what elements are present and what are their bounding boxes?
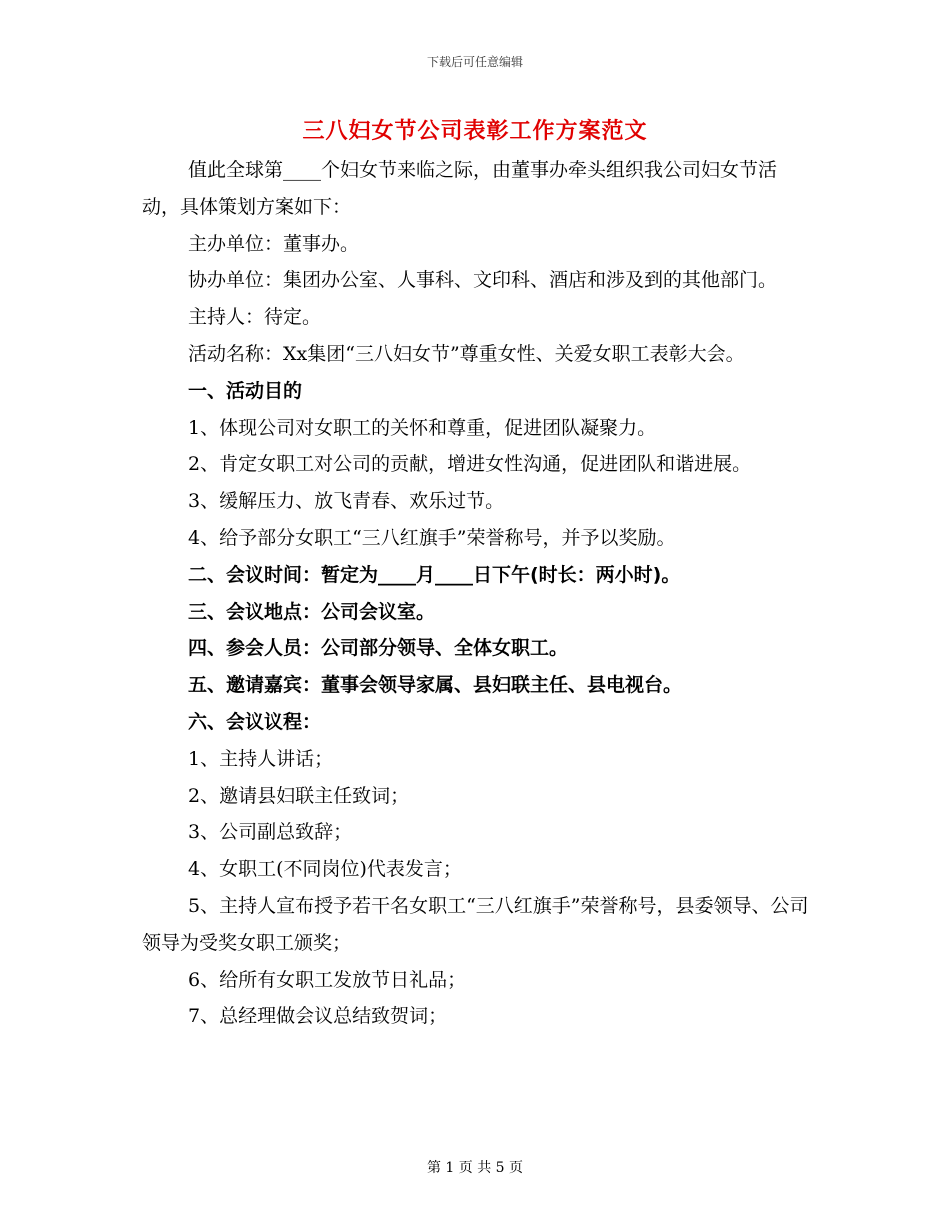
purpose-item-4: 4、给予部分女职工“三八红旗手”荣誉称号，并予以奖励。 <box>188 526 676 549</box>
section-heading-purpose: 一、活动目的 <box>188 379 303 402</box>
agenda-item-2: 2、邀请县妇联主任致词； <box>188 784 410 807</box>
purpose-item-2: 2、肯定女职工对公司的贡献，增进女性沟通，促进团队和谐进展。 <box>188 453 752 476</box>
host-line: 主持人：待定。 <box>188 306 322 329</box>
header-note: 下载后可任意编辑 <box>426 55 523 69</box>
intro-paragraph: 值此全球第____个妇女节来临之际，由董事办牵头组织我公司妇女节活动，具体策划方案如下： <box>142 159 778 218</box>
section-attendees: 四、参会人员：公司部分领导、全体女职工。 <box>188 637 569 660</box>
agenda-item-5: 5、主持人宣布授予若干名女职工“三八红旗手”荣誉称号，县委领导、公司领导为受奖女职工颁奖； <box>142 894 809 954</box>
agenda-item-1: 1、主持人讲话； <box>188 747 334 770</box>
section-meeting-location: 三、会议地点：公司会议室。 <box>188 600 436 623</box>
event-name-line: 活动名称：Xx集团“三八妇女节”尊重女性、关爱女职工表彰大会。 <box>188 342 745 365</box>
agenda-item-7: 7、总经理做会议总结致贺词； <box>188 1005 448 1028</box>
section-agenda: 六、会议议程： <box>188 710 322 733</box>
section-guests: 五、邀请嘉宾：董事会领导家属、县妇联主任、县电视台。 <box>188 674 683 697</box>
agenda-item-6: 6、给所有女职工发放节日礼品； <box>188 968 467 991</box>
organizer-line: 主办单位：董事办。 <box>188 232 360 255</box>
agenda-item-4: 4、女职工(不同岗位)代表发言； <box>188 858 462 881</box>
section-meeting-time: 二、会议时间：暂定为____月____日下午(时长：两小时)。 <box>188 563 681 586</box>
agenda-item-3: 3、公司副总致辞； <box>188 821 353 844</box>
co-organizer-line: 协办单位：集团办公室、人事科、文印科、酒店和涉及到的其他部门。 <box>188 269 778 292</box>
purpose-item-1: 1、体现公司对女职工的关怀和尊重，促进团队凝聚力。 <box>188 416 657 439</box>
document-title: 三八妇女节公司表彰工作方案范文 <box>302 118 648 144</box>
purpose-item-3: 3、缓解压力、放飞青春、欢乐过节。 <box>188 490 505 513</box>
document-body <box>142 152 812 1035</box>
page-number: 第 1 页 共 5 页 <box>426 1160 524 1176</box>
